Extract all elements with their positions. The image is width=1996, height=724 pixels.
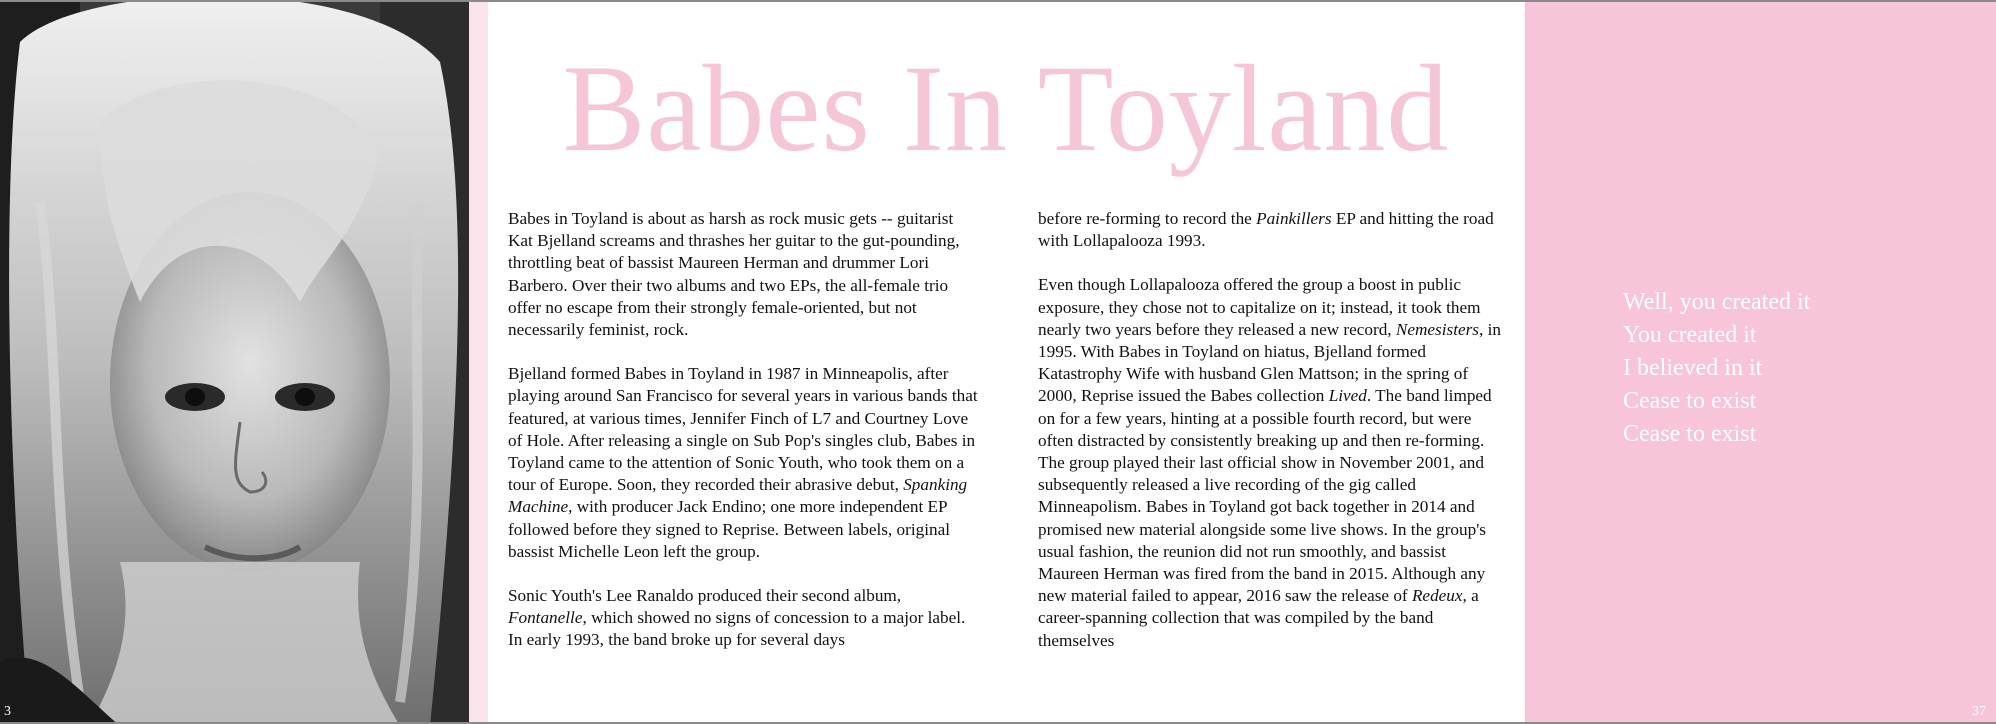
article-column-left	[508, 208, 978, 674]
paragraph: Babes in Toyland is about as harsh as rock music gets -- guitarist Kat Bjelland screams and thrashes her guitar to the gut-pounding, throttling beat of bassist Maureen Herman and drummer Lori Barbero. Over their two albums and two EPs, the all-female trio offer no escape from their strongly female-oriented, but not necessarily feminist, rock.	[508, 209, 960, 340]
article-column-right	[1038, 208, 1508, 674]
page-title: Babes In Toyland	[562, 40, 1450, 177]
lyrics-block	[1623, 286, 1810, 451]
lyric-line: You created it	[1623, 322, 1757, 348]
portrait-illustration	[0, 2, 469, 724]
portrait-photo	[0, 2, 469, 724]
lyric-line: Well, you created it	[1623, 289, 1811, 315]
photo-edge-strip	[469, 2, 488, 724]
page-number-left: 3	[4, 704, 11, 719]
paragraph: Sonic Youth's Lee Ranaldo produced their second album, Fontanelle, which showed no signs of concession to a major label. In early 1993, the band broke up for several days	[508, 586, 966, 650]
lyric-line: Cease to exist	[1623, 388, 1757, 414]
paragraph: Even though Lollapalooza offered the group a boost in public exposure, they chose not to capitalize on it; instead, it took them nearly two years before they released a new record, Nemesisters, in 1995. With Babes in Toyland on hiatus, Bjelland formed Katastrophy Wife with husband Glen Mattson; in the spring of 2000, Reprise issued the Babes collection Lived. The band limped on for a few years, hinting at a possible fourth record, but were often distracted by consistently breaking up and then re-forming. The group played their last official show in November 2001, and subsequently released a live recording of the gig called Minneapolism. Babes in Toyland got back together in 2014 and promised new material alongside some live shows. In the group's usual fashion, the reunion did not run smoothly, and bassist Maureen Herman was fired from the band in 2015. Although any new material failed to appear, 2016 saw the release of Redeux, a career-spanning collection that was compiled by the band themselves	[1038, 275, 1501, 650]
paragraph: before re-forming to record the Painkillers EP and hitting the road with Lollapalooza 1993.	[1038, 209, 1494, 251]
page-number-right: 37	[1972, 704, 1986, 719]
lyric-line: I believed in it	[1623, 355, 1763, 381]
paragraph: Bjelland formed Babes in Toyland in 1987 in Minneapolis, after playing around San Francisco for several years in various bands that featured, at various times, Jennifer Finch of L7 and Courtney Love of Hole. After releasing a single on Sub Pop's singles club, Babes in Toyland came to the attention of Sonic Youth, who took them on a tour of Europe. Soon, they recorded their abrasive debut, Spanking Machine, with producer Jack Endino; one more independent EP followed before they signed to Reprise. Between labels, original bassist Michelle Leon left the group.	[508, 364, 978, 561]
lyrics-panel	[1525, 2, 1996, 724]
lyric-line: Cease to exist	[1623, 421, 1757, 447]
